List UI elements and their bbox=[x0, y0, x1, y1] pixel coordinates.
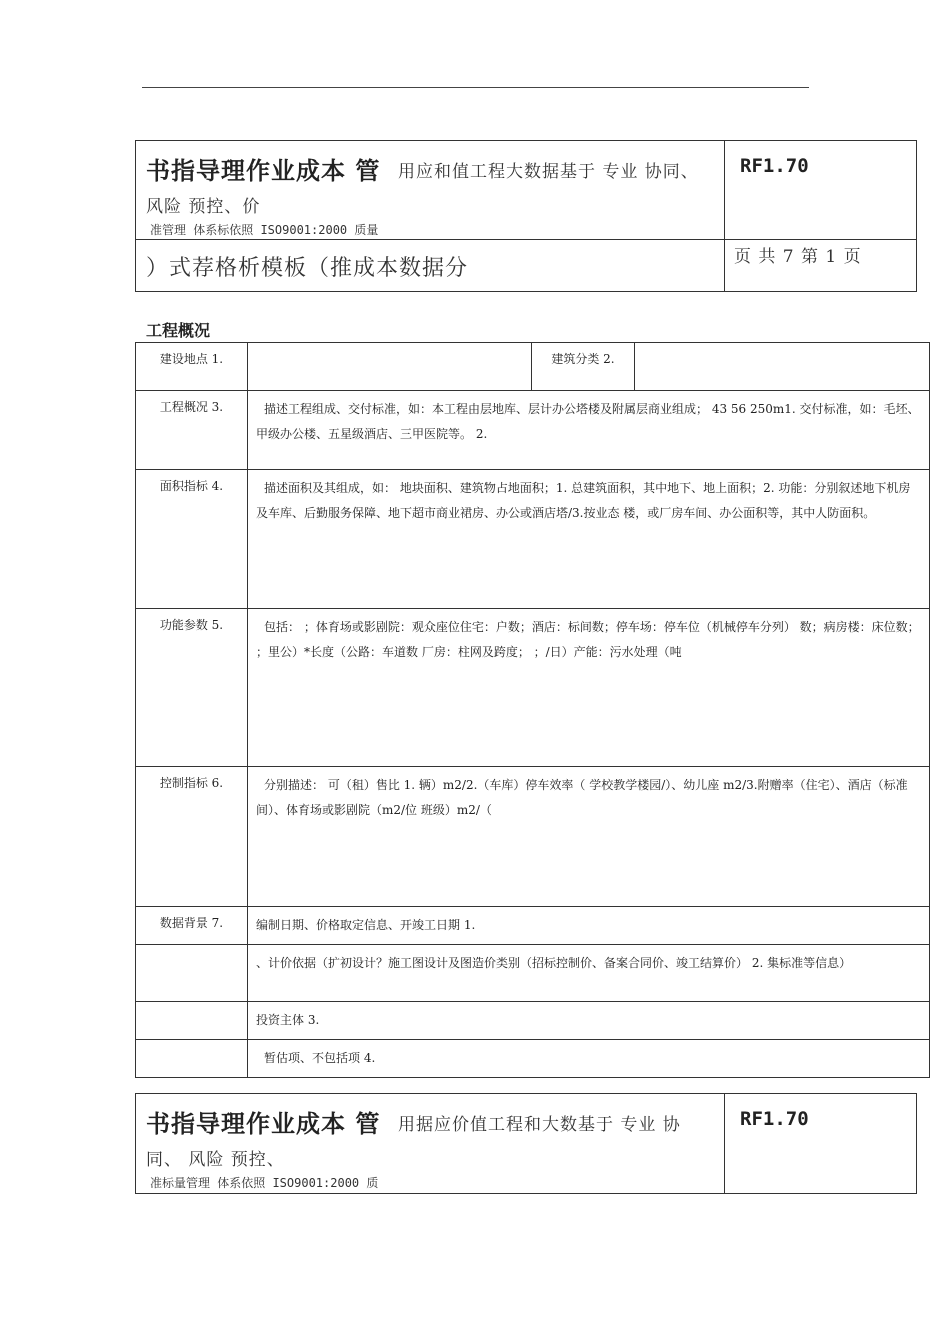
table-row bbox=[136, 1002, 930, 1040]
header-title: 书指导理作业成本 管 bbox=[146, 156, 381, 185]
label-control: 控制指标 6. bbox=[136, 767, 248, 907]
label-location: 建设地点 1. bbox=[136, 343, 248, 391]
header-title: 书指导理作业成本 管 bbox=[146, 1109, 381, 1138]
text-background-2: 、计价依据（扩初设计？施工图设计及图造价类别（招标控制价、备案合同价、竣工结算价） 2. 集标准等信息） bbox=[248, 945, 930, 1002]
section-title: 工程概况 bbox=[146, 321, 211, 340]
text-background-1: 编制日期、价格取定信息、开竣工日期 1. bbox=[248, 907, 930, 945]
label-category: 建筑分类 2. bbox=[532, 343, 635, 391]
table-row bbox=[136, 907, 930, 945]
header-title-line2: 同、 风险 预控、 bbox=[146, 1150, 285, 1170]
value-location bbox=[248, 343, 532, 391]
table-row bbox=[136, 945, 930, 1002]
label-area: 面积指标 4. bbox=[136, 470, 248, 609]
table-row bbox=[136, 1040, 930, 1078]
label-function: 功能参数 5. bbox=[136, 609, 248, 767]
value-category bbox=[635, 343, 930, 391]
header-title-cont: 用据应价值工程和大数基于 专业 协 bbox=[398, 1115, 681, 1135]
header-rule bbox=[142, 87, 809, 88]
header-subtitle: ）式荐格析模板（推成本数据分 bbox=[146, 256, 469, 281]
document-header-repeat bbox=[135, 1093, 917, 1194]
page-info: 页 共 7 第 1 页 bbox=[734, 247, 862, 267]
text-area: 描述面积及其组成，如： 地块面积、建筑物占地面积；1. 总建筑面积，其中地下、地上面积；2. 功能：分别叙述地下机房及车库、后勤服务保障、地下超市商业裙房、办公或酒店塔/3.按业态 楼，或厂房车间、办公面积等，其中人防面积。 bbox=[248, 470, 930, 609]
header-title-cont: 用应和值工程大数据基于 专业 协同、 bbox=[398, 162, 699, 182]
header-standard: 准标量管理 体系依照 ISO9001:2000 质 bbox=[150, 1176, 379, 1190]
text-overview: 描述工程组成、交付标准，如：本工程由层地库、层计办公塔楼及附属层商业组成； 43 56 250m1. 交付标准，如：毛坯、甲级办公楼、五星级酒店、三甲医院等。 2. bbox=[248, 391, 930, 470]
text-background-3: 投资主体 3. bbox=[248, 1002, 930, 1040]
text-function: 包括： ；体育场或影剧院：观众座位住宅：户数；酒店：标间数；停车场：停车位（机械停车分列） 数；病房楼：床位数； ；里公）*长度（公路：车道数 厂房：柱网及跨度； ；/日）产能：污水处理（吨 bbox=[248, 609, 930, 767]
doc-code: RF1.70 bbox=[740, 155, 809, 177]
doc-code: RF1.70 bbox=[740, 1108, 809, 1130]
table-row bbox=[136, 470, 930, 609]
label-overview: 工程概况 3. bbox=[136, 391, 248, 470]
header-divider bbox=[136, 239, 916, 240]
label-background: 数据背景 7. bbox=[136, 907, 248, 945]
table-row bbox=[136, 609, 930, 767]
project-overview-table bbox=[135, 342, 930, 1078]
table-row bbox=[136, 391, 930, 470]
table-row bbox=[136, 767, 930, 907]
header-title-line2: 风险 预控、价 bbox=[146, 197, 261, 217]
text-background-4: 暂估项、不包括项 4. bbox=[248, 1040, 930, 1078]
text-control: 分别描述： 可（租）售比 1. 辆）m2/2.（车库）停车效率（ 学校教学楼园/）、幼儿座 m2/3.附赠率（住宅）、酒店（标准间）、体育场或影剧院（m2/位 班级）m2/（ bbox=[248, 767, 930, 907]
header-standard: 准管理 体系标依照 ISO9001:2000 质量 bbox=[150, 223, 379, 237]
document-header bbox=[135, 140, 917, 292]
table-row bbox=[136, 343, 930, 391]
